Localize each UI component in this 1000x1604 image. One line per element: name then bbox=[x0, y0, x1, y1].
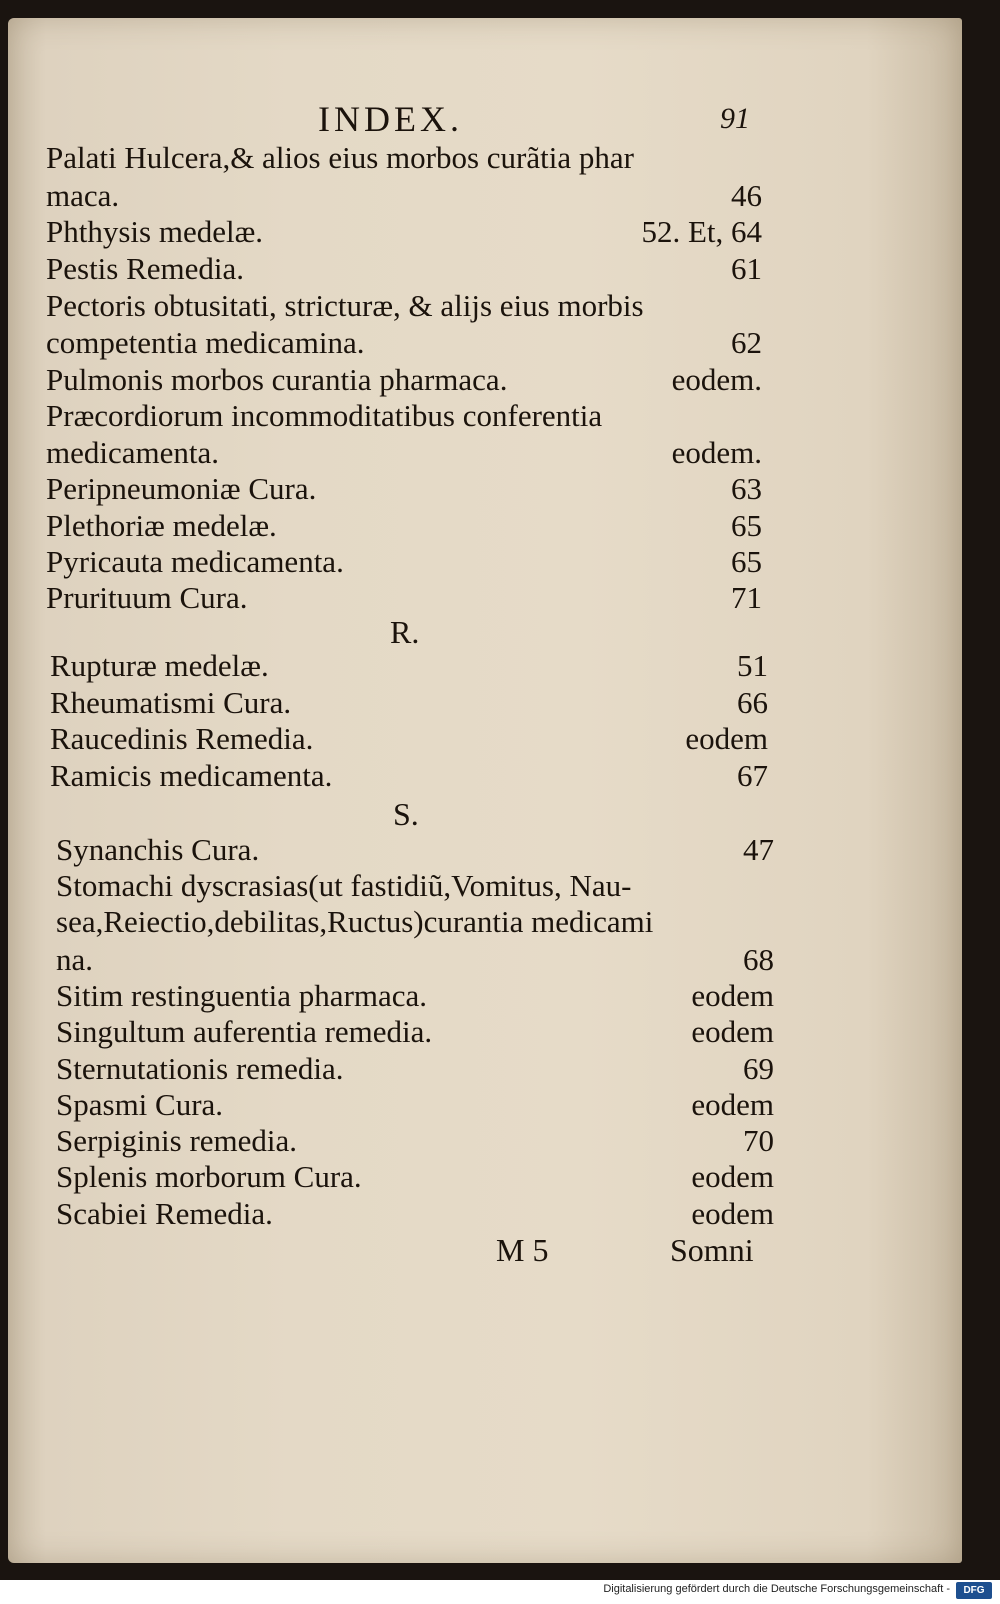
index-entry-page: 51 bbox=[737, 648, 768, 683]
index-entry-label: Scabiei Remedia. bbox=[56, 1196, 273, 1231]
index-entry-label: Spasmi Cura. bbox=[56, 1087, 224, 1122]
index-entry-label: Pectoris obtusitati, stricturæ, & alijs eius morbis bbox=[46, 288, 644, 323]
credit-bar bbox=[0, 1580, 1000, 1604]
index-entry-label: Rheumatismi Cura. bbox=[50, 685, 292, 720]
index-entry-page: eodem bbox=[691, 1159, 774, 1194]
index-entry-page: 66 bbox=[737, 685, 768, 720]
index-entry-label: Singultum auferentia remedia. bbox=[56, 1014, 433, 1049]
index-entry bbox=[0, 721, 1000, 757]
index-entry-page: 47 bbox=[743, 832, 774, 867]
index-entry bbox=[0, 978, 1000, 1014]
index-entry-page: 65 bbox=[731, 544, 762, 579]
dfg-logo: DFG bbox=[956, 1582, 992, 1599]
index-entry-page: 46 bbox=[731, 178, 762, 213]
index-entry-label: Peripneumoniæ Cura. bbox=[46, 471, 317, 506]
index-entry-page: 71 bbox=[731, 580, 762, 615]
index-entry-page: eodem. bbox=[671, 362, 762, 397]
index-entry bbox=[0, 868, 1000, 904]
index-entry bbox=[0, 1196, 1000, 1232]
index-entry bbox=[0, 685, 1000, 721]
section-heading-s: S. bbox=[393, 796, 419, 832]
index-entry bbox=[0, 508, 1000, 544]
credit-text: Digitalisierung gefördert durch die Deutsche Forschungsgemeinschaft - bbox=[603, 1583, 950, 1595]
index-entry-page: eodem bbox=[691, 1196, 774, 1231]
index-entry-label: Ramicis medicamenta. bbox=[50, 758, 333, 793]
index-entry bbox=[0, 1051, 1000, 1087]
section-heading-r: R. bbox=[390, 614, 420, 650]
index-entry-label: sea,Reiectio,debilitas,Ructus)curantia medicami bbox=[56, 904, 654, 939]
index-entry-page: 63 bbox=[731, 471, 762, 506]
index-entry-page: eodem. bbox=[671, 435, 762, 470]
index-entry-label: Serpiginis remedia. bbox=[56, 1123, 298, 1158]
index-entry-page: eodem bbox=[685, 721, 768, 756]
index-entry-label: Sitim restinguentia pharmaca. bbox=[56, 978, 428, 1013]
index-entry bbox=[0, 580, 1000, 616]
index-entry bbox=[0, 758, 1000, 794]
index-entry bbox=[0, 362, 1000, 398]
index-entry-page: 69 bbox=[743, 1051, 774, 1086]
index-entry bbox=[0, 140, 1000, 176]
index-entry bbox=[0, 648, 1000, 684]
index-entry bbox=[0, 832, 1000, 868]
index-entry bbox=[0, 471, 1000, 507]
index-entry-label: Pestis Remedia. bbox=[46, 251, 245, 286]
index-entry bbox=[0, 325, 1000, 361]
index-entry-label: Synanchis Cura. bbox=[56, 832, 260, 867]
index-entry bbox=[0, 398, 1000, 434]
index-entry-page: 65 bbox=[731, 508, 762, 543]
index-entry-label: Stomachi dyscrasias(ut fastidiũ,Vomitus, Nau- bbox=[56, 868, 632, 903]
index-entry-label: Pyricauta medicamenta. bbox=[46, 544, 344, 579]
index-entry-label: Plethoriæ medelæ. bbox=[46, 508, 277, 543]
catchword: Somni bbox=[670, 1232, 754, 1268]
index-entry bbox=[0, 1087, 1000, 1123]
index-entry-label: Rupturæ medelæ. bbox=[50, 648, 269, 683]
index-entry-page: eodem bbox=[691, 1087, 774, 1122]
index-entry-page: 62 bbox=[731, 325, 762, 360]
index-entry bbox=[0, 178, 1000, 214]
index-entry-page: eodem bbox=[691, 978, 774, 1013]
index-entry bbox=[0, 942, 1000, 978]
signature-mark: M 5 bbox=[496, 1232, 549, 1268]
index-entry-label: medicamenta. bbox=[46, 435, 219, 470]
index-entry bbox=[0, 1014, 1000, 1050]
index-entry-page: 67 bbox=[737, 758, 768, 793]
index-entry-label: na. bbox=[56, 942, 94, 977]
index-entry-label: competentia medicamina. bbox=[46, 325, 365, 360]
index-entry-page: 52. Et, 64 bbox=[641, 214, 762, 249]
index-entry bbox=[0, 435, 1000, 471]
index-entry-label: maca. bbox=[46, 178, 120, 213]
index-entry-page: 61 bbox=[731, 251, 762, 286]
index-entry-page: 68 bbox=[743, 942, 774, 977]
index-entry-label: Raucedinis Remedia. bbox=[50, 721, 314, 756]
index-entry-page: eodem bbox=[691, 1014, 774, 1049]
index-entry-label: Splenis morborum Cura. bbox=[56, 1159, 362, 1194]
index-entry-page: 70 bbox=[743, 1123, 774, 1158]
page-title: INDEX. bbox=[318, 99, 463, 139]
index-entry-label: Sternutationis remedia. bbox=[56, 1051, 344, 1086]
index-entry-label: Palati Hulcera,& alios eius morbos curãtia phar bbox=[46, 140, 634, 175]
index-entry-label: Prurituum Cura. bbox=[46, 580, 248, 615]
index-entry bbox=[0, 1123, 1000, 1159]
index-entry-label: Phthysis medelæ. bbox=[46, 214, 264, 249]
index-entry bbox=[0, 544, 1000, 580]
page-number: 91 bbox=[720, 102, 750, 135]
index-entry bbox=[0, 251, 1000, 287]
index-entry-label: Pulmonis morbos curantia pharmaca. bbox=[46, 362, 508, 397]
index-entry bbox=[0, 904, 1000, 940]
index-entry bbox=[0, 1159, 1000, 1195]
index-entry bbox=[0, 214, 1000, 250]
index-entry bbox=[0, 288, 1000, 324]
index-entry-label: Præcordiorum incommoditatibus conferentia bbox=[46, 398, 603, 433]
